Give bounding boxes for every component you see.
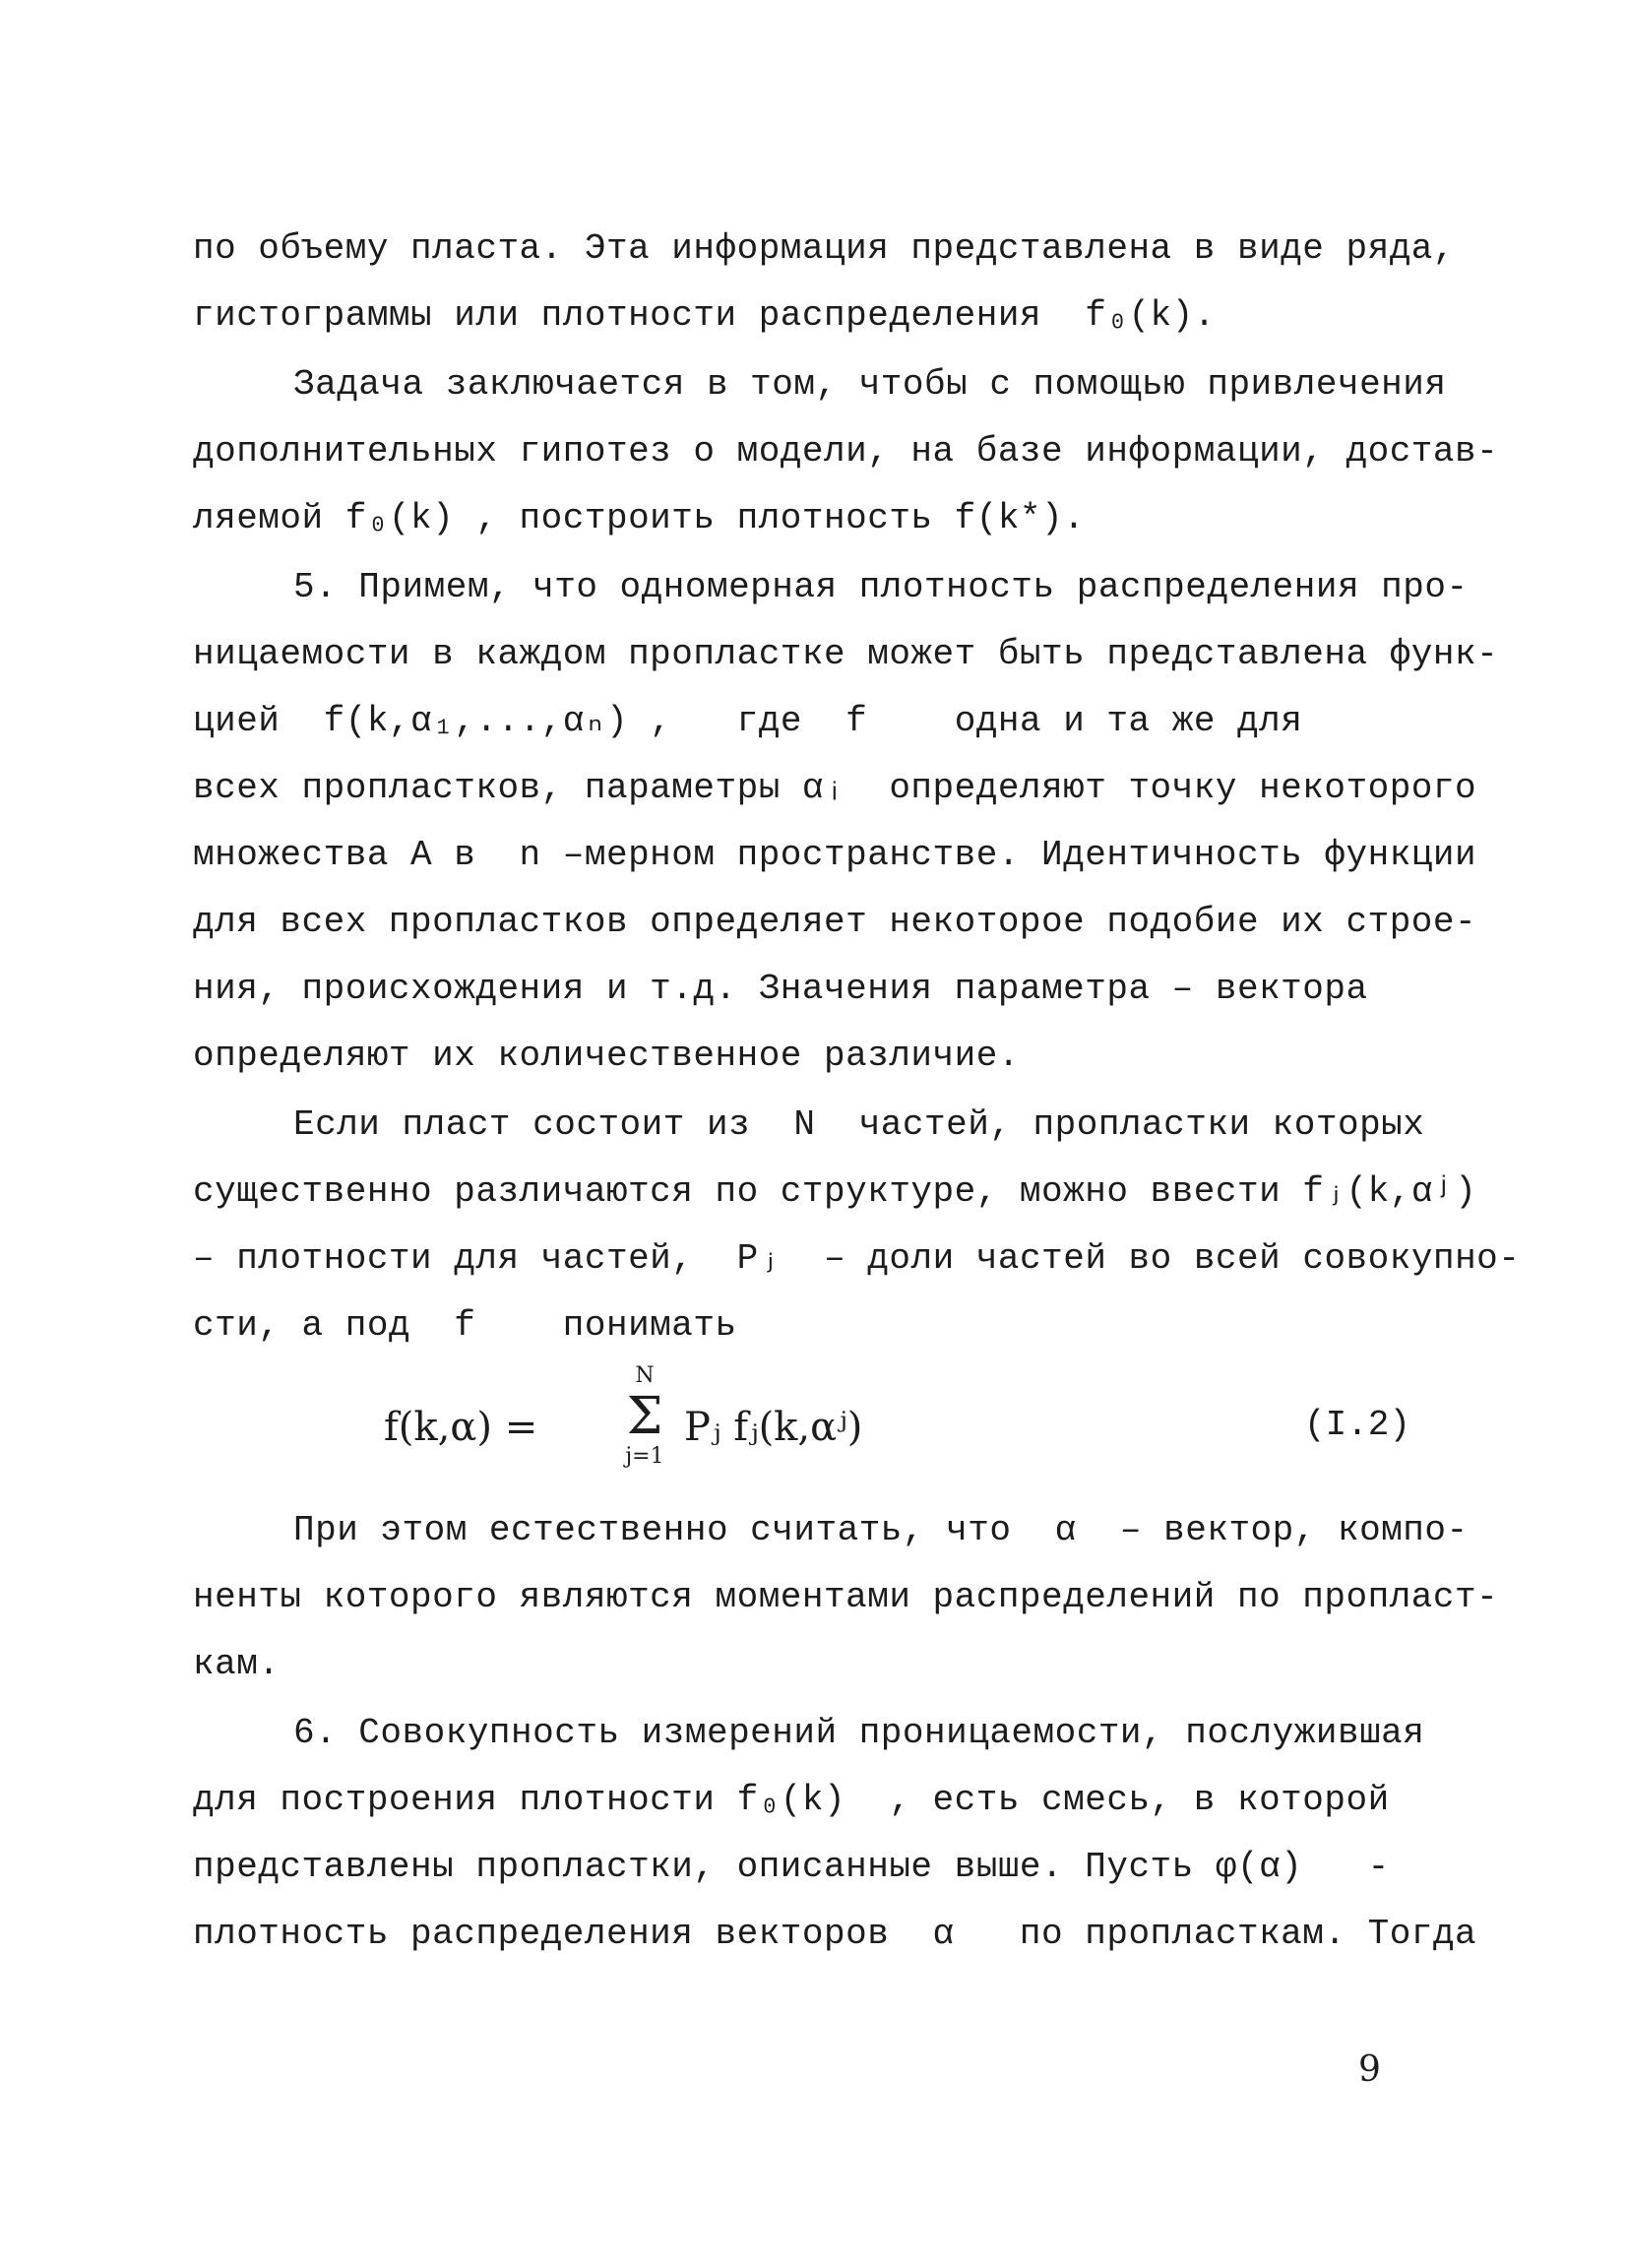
text-line: по объему пласта. Эта информация представлена в виде ряда,	[193, 228, 1456, 269]
text-line: 6. Совокупность измерений проницаемости, послужившая	[293, 1713, 1425, 1753]
text-line: цией f(k,α₁,...,αₙ) , где f одна и та же для	[193, 701, 1303, 741]
text-line: множества А в n –мерном пространстве. Идентичность функции	[193, 835, 1477, 875]
text-line: для всех пропластков определяет некоторое подобие их строе-	[193, 902, 1477, 942]
text-line: существенно различаются по структуре, можно ввести fⱼ(k,αʲ)	[193, 1171, 1477, 1212]
text-line: ния, происхождения и т.д. Значения параметра – вектора	[193, 969, 1368, 1009]
text-line: Если пласт состоит из N частей, пропластки которых	[293, 1104, 1425, 1145]
equation-1-2	[384, 1363, 1467, 1501]
text-line: определяют их количественное различие.	[193, 1036, 1020, 1076]
sum-upper-limit: N	[635, 1363, 655, 1388]
text-line: 5. Примем, что одномерная плотность распределения про-	[293, 567, 1469, 607]
text-line: – плотности для частей, Pⱼ – доли частей во всей совокупно-	[193, 1238, 1521, 1279]
text-line: сти, а под f понимать	[193, 1305, 737, 1346]
text-line: При этом естественно считать, что α – вектор, компо-	[293, 1510, 1469, 1550]
sum-lower-limit: j=1	[625, 1444, 664, 1469]
equation-number: (I.2)	[1304, 1405, 1411, 1445]
text-line: ницаемости в каждом пропластке может быть представлена функ-	[193, 634, 1499, 674]
text-line: гистограммы или плотности распределения f₀(k).	[193, 295, 1216, 336]
page-number: 9	[1358, 2049, 1381, 2090]
equation-rhs: Pⱼ fⱼ(k,αʲ)	[684, 1405, 863, 1450]
summation	[615, 1363, 674, 1501]
text-line: плотность распределения векторов α по пропласткам. Тогда	[193, 1914, 1477, 1954]
text-line: Задача заключается в том, чтобы с помощью привлечения	[293, 364, 1447, 405]
text-line: всех пропластков, параметры αᵢ определяют точку некоторого	[193, 768, 1477, 808]
text-line: для построения плотности f₀(k) , есть смесь, в которой	[193, 1780, 1390, 1820]
text-line: ляемой f₀(k) , построить плотность f(k*).	[193, 498, 1086, 538]
equation-lhs: f(k,α) =	[384, 1405, 538, 1450]
text-line: дополнительных гипотез о модели, на базе информации, достав-	[193, 431, 1499, 472]
text-line: ненты которого являются моментами распределений по пропласт-	[193, 1577, 1499, 1617]
text-line: представлены пропластки, описанные выше. Пусть φ(α) -	[193, 1847, 1390, 1887]
sigma-symbol: Σ	[626, 1387, 663, 1446]
text-line: кам.	[193, 1644, 281, 1684]
